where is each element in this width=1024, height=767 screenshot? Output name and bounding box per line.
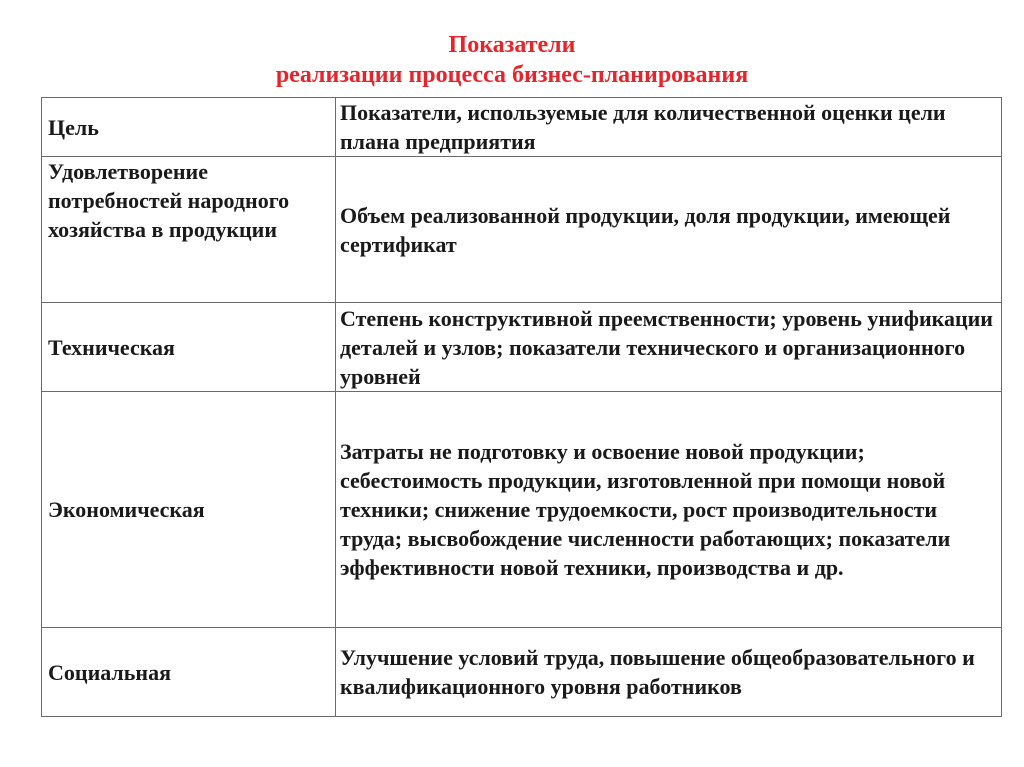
row-indicators-cell: Объем реализованной продукции, доля продукции, имеющей сертификат bbox=[336, 157, 1002, 303]
slide-title-line-1: Показатели bbox=[448, 32, 576, 58]
row-indicators-cell: Степень конструктивной преемственности; уровень унификации деталей и узлов; показатели технического и организационного уровней bbox=[336, 303, 1002, 392]
row-goal-cell: Удовлетворение потребностей народного хозяйства в продукции bbox=[42, 157, 336, 303]
row-goal-cell: Техническая bbox=[42, 303, 336, 392]
row-indicators-cell: Улучшение условий труда, повышение общеобразовательного и квалификационного уровня работников bbox=[336, 628, 1002, 717]
table-row bbox=[42, 157, 1002, 303]
row-goal-cell: Социальная bbox=[42, 628, 336, 717]
row-goal-cell: Экономическая bbox=[42, 392, 336, 628]
slide-title-line-2: реализации процесса бизнес-планирования bbox=[275, 62, 749, 88]
table-header-row bbox=[42, 98, 1002, 157]
table-row bbox=[42, 392, 1002, 628]
indicators-table bbox=[41, 97, 1002, 717]
table-row bbox=[42, 628, 1002, 717]
header-goal-cell: Цель bbox=[42, 98, 336, 157]
row-indicators-cell: Затраты не подготовку и освоение новой продукции; себестоимость продукции, изготовленной при помощи новой техники; снижение трудоемкости, рост производительности труда; высвобождение численности работающих; показатели эффективности новой техники, производства и др. bbox=[336, 392, 1002, 628]
slide-title bbox=[0, 30, 1024, 90]
header-indicators-cell: Показатели, используемые для количественной оценки цели плана предприятия bbox=[336, 98, 1002, 157]
table-row bbox=[42, 303, 1002, 392]
